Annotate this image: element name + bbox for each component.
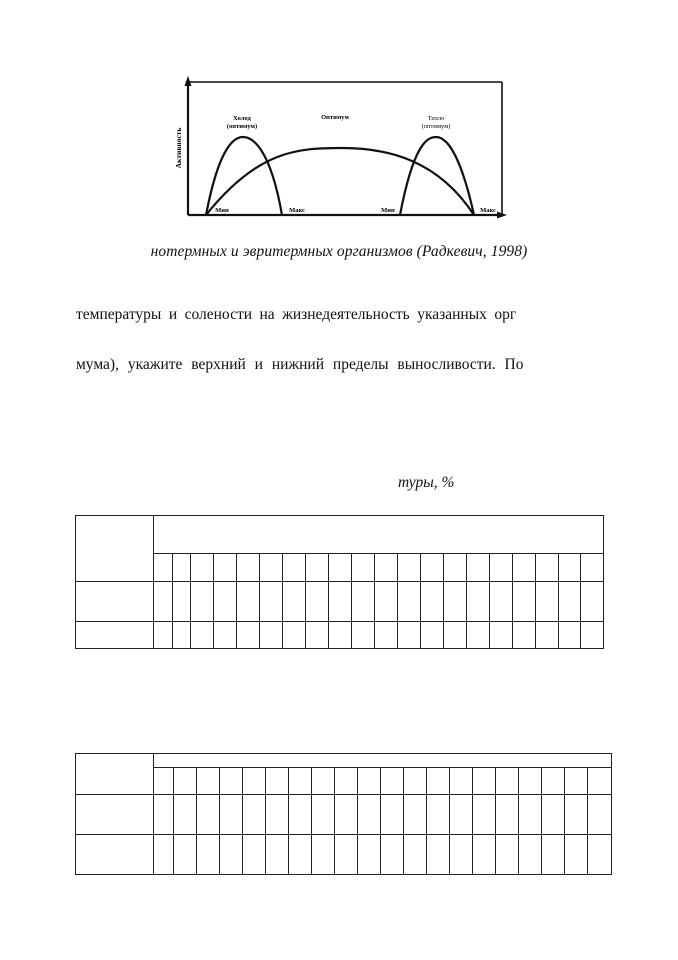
table-cell[interactable] [329, 554, 352, 582]
table-cell[interactable] [154, 795, 174, 835]
table-cell[interactable] [306, 582, 329, 622]
table-cell[interactable] [335, 835, 358, 875]
table-cell[interactable] [197, 835, 220, 875]
table-cell[interactable] [283, 582, 306, 622]
table-cell[interactable] [260, 622, 283, 649]
table-cell[interactable] [312, 835, 335, 875]
table-cell[interactable] [473, 795, 496, 835]
tolerance-figure [174, 72, 508, 222]
table-cell[interactable] [266, 835, 289, 875]
table-cell[interactable] [191, 554, 214, 582]
table-cell[interactable] [358, 795, 381, 835]
table-cell[interactable] [519, 795, 542, 835]
table-cell[interactable] [565, 795, 588, 835]
table-cell[interactable] [427, 795, 450, 835]
table-row [76, 622, 604, 649]
table-1-title: туры, % [398, 474, 455, 491]
table-cell[interactable] [76, 795, 154, 835]
label-warm: Тепло [427, 115, 445, 122]
table-cell[interactable] [352, 582, 375, 622]
table-cell[interactable] [536, 622, 559, 649]
table-cell[interactable] [237, 582, 260, 622]
table-cell[interactable] [404, 768, 427, 795]
table-cell[interactable] [154, 835, 174, 875]
table-cell[interactable] [542, 768, 565, 795]
table-cell[interactable] [398, 554, 421, 582]
table-cell[interactable] [513, 622, 536, 649]
table-cell[interactable] [450, 768, 473, 795]
tolerance-curves-diagram [174, 72, 508, 222]
table-cell[interactable] [513, 582, 536, 622]
label-cold: Холод [233, 115, 251, 122]
y-axis-arrow [185, 76, 192, 86]
label-max-left: Макс [289, 207, 305, 214]
table-cell[interactable] [306, 554, 329, 582]
table-cell[interactable] [519, 835, 542, 875]
table-cell[interactable] [588, 835, 612, 875]
table-cell[interactable] [154, 754, 612, 768]
table-cell[interactable] [266, 768, 289, 795]
table-cell[interactable] [243, 835, 266, 875]
table-cell[interactable] [375, 554, 398, 582]
table-cell[interactable] [542, 795, 565, 835]
table-cell[interactable] [421, 622, 444, 649]
table-cell[interactable] [312, 795, 335, 835]
table-cell[interactable] [496, 835, 519, 875]
table-cell[interactable] [154, 516, 604, 554]
table-cell[interactable] [154, 554, 173, 582]
table-row [76, 516, 604, 554]
table-cell[interactable] [450, 835, 473, 875]
table-cell[interactable] [421, 582, 444, 622]
table-row [76, 554, 604, 582]
paragraph-line-2: мума), укажите верхний и нижний пределы выносливости. По [76, 356, 524, 373]
table-cell[interactable] [174, 768, 197, 795]
table-cell[interactable] [581, 622, 604, 649]
label-min-left: Мин [215, 207, 229, 214]
table-cell[interactable] [588, 795, 612, 835]
table-cell[interactable] [352, 554, 375, 582]
table-cell[interactable] [173, 622, 191, 649]
table-cell[interactable] [76, 516, 154, 582]
table-cell[interactable] [536, 554, 559, 582]
table-cell[interactable] [173, 554, 191, 582]
table-cell[interactable] [444, 582, 467, 622]
table-cell[interactable] [467, 622, 490, 649]
label-warm-sub: (оптимум) [421, 123, 451, 130]
table-cell[interactable] [444, 554, 467, 582]
table-cell[interactable] [260, 582, 283, 622]
table-cell[interactable] [243, 795, 266, 835]
table-cell[interactable] [191, 622, 214, 649]
table-cell[interactable] [381, 835, 404, 875]
table-cell[interactable] [214, 582, 237, 622]
table-cell[interactable] [335, 795, 358, 835]
table-cell[interactable] [306, 622, 329, 649]
table-cell[interactable] [519, 768, 542, 795]
table-cell[interactable] [174, 795, 197, 835]
table-cell[interactable] [398, 582, 421, 622]
table-cell[interactable] [154, 622, 173, 649]
table-cell[interactable] [289, 795, 312, 835]
data-table-2 [75, 753, 612, 875]
table-cell[interactable] [329, 622, 352, 649]
table-cell[interactable] [173, 582, 191, 622]
table-cell[interactable] [197, 768, 220, 795]
table-cell[interactable] [473, 835, 496, 875]
table-cell[interactable] [421, 554, 444, 582]
table-cell[interactable] [496, 795, 519, 835]
table-cell[interactable] [490, 622, 513, 649]
table-cell[interactable] [581, 554, 604, 582]
table-cell[interactable] [312, 768, 335, 795]
table-cell[interactable] [289, 768, 312, 795]
table-cell[interactable] [154, 582, 173, 622]
table-row [76, 835, 612, 875]
table-cell[interactable] [76, 835, 154, 875]
table-cell[interactable] [76, 622, 154, 649]
table-cell[interactable] [220, 768, 243, 795]
label-min-right: Мин [381, 207, 395, 214]
label-cold-sub: (оптимум) [226, 123, 258, 130]
table-cell[interactable] [237, 622, 260, 649]
paragraph-line-1: температуры и солености на жизнедеятельность указанных орг [76, 306, 517, 323]
table-cell[interactable] [329, 582, 352, 622]
table-cell[interactable] [283, 554, 306, 582]
table-cell[interactable] [565, 835, 588, 875]
table-cell[interactable] [352, 622, 375, 649]
table-cell[interactable] [490, 582, 513, 622]
table-cell[interactable] [490, 554, 513, 582]
table-cell[interactable] [427, 835, 450, 875]
table-cell[interactable] [266, 795, 289, 835]
data-table-1 [75, 515, 604, 649]
table-cell[interactable] [76, 582, 154, 622]
table-cell[interactable] [513, 554, 536, 582]
table-cell[interactable] [559, 622, 581, 649]
table-cell[interactable] [398, 622, 421, 649]
table-cell[interactable] [220, 795, 243, 835]
table-cell[interactable] [289, 835, 312, 875]
table-cell[interactable] [237, 554, 260, 582]
table-row [76, 582, 604, 622]
table-cell[interactable] [358, 835, 381, 875]
table-cell[interactable] [559, 554, 581, 582]
table-cell[interactable] [588, 768, 612, 795]
table-cell[interactable] [450, 795, 473, 835]
table-cell[interactable] [381, 795, 404, 835]
table-cell[interactable] [467, 554, 490, 582]
table-cell[interactable] [335, 768, 358, 795]
table-cell[interactable] [260, 554, 283, 582]
table-cell[interactable] [381, 768, 404, 795]
label-max-right: Макс [480, 207, 496, 214]
table-cell[interactable] [191, 582, 214, 622]
table-cell[interactable] [358, 768, 381, 795]
table-row [76, 768, 612, 795]
label-optimum: Оптимум [321, 114, 349, 121]
table-cell[interactable] [404, 795, 427, 835]
eurythermal-curve [206, 148, 474, 215]
table-cell[interactable] [375, 622, 398, 649]
table-cell[interactable] [427, 768, 450, 795]
table-cell[interactable] [444, 622, 467, 649]
table-cell[interactable] [467, 582, 490, 622]
table-cell[interactable] [496, 768, 519, 795]
y-axis-label: Активность [174, 127, 183, 169]
table-cell[interactable] [536, 582, 559, 622]
table-cell[interactable] [154, 768, 174, 795]
table-cell[interactable] [220, 835, 243, 875]
table-cell[interactable] [404, 835, 427, 875]
table-cell[interactable] [559, 582, 581, 622]
table-cell[interactable] [542, 835, 565, 875]
table-cell[interactable] [375, 582, 398, 622]
table-cell[interactable] [581, 582, 604, 622]
table-cell[interactable] [214, 554, 237, 582]
table-cell[interactable] [565, 768, 588, 795]
figure-caption: нотермных и эвритермных организмов (Радкевич, 1998) [150, 243, 528, 260]
table-cell[interactable] [174, 835, 197, 875]
table-cell[interactable] [197, 795, 220, 835]
table-cell[interactable] [283, 622, 306, 649]
table-row [76, 754, 612, 768]
table-cell[interactable] [243, 768, 266, 795]
table-row [76, 795, 612, 835]
table-cell[interactable] [76, 754, 154, 795]
table-cell[interactable] [214, 622, 237, 649]
table-cell[interactable] [473, 768, 496, 795]
